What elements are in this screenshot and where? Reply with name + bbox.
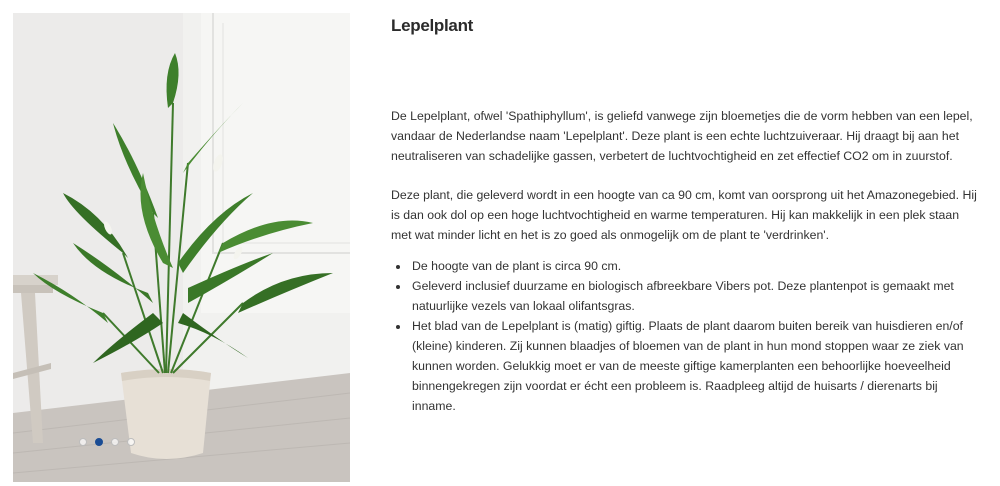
feature-list-item: • Geleverd inclusief duurzame en biologisch afbreekbare Vibers pot. Deze plantenpot is gemaakt met natuurlijke vezels van lokaal olifantsgras. <box>410 276 981 316</box>
product-image-gallery[interactable] <box>13 13 350 482</box>
product-title: Lepelplant <box>391 16 474 35</box>
gallery-pagination <box>13 438 275 450</box>
product-photo <box>13 13 350 482</box>
feature-list-item: • De hoogte van de plant is circa 90 cm. <box>410 256 981 276</box>
gallery-dot-2[interactable] <box>95 438 103 446</box>
gallery-dot-1[interactable] <box>79 438 87 446</box>
feature-list <box>391 256 981 416</box>
description-paragraph-2: Deze plant, die geleverd wordt in een hoogte van ca 90 cm, komt van oorsprong uit het Amazonegebied. Hij is dan ook dol op een hoge luchtvochtigheid en warme temperaturen. Hij kan makkelijk in een plek staan met wat minder licht en het is zo goed als onmogelijk om de plant te 'verdrinken'. <box>391 188 977 242</box>
description-paragraph-1: De Lepelplant, ofwel 'Spathiphyllum', is geliefd vanwege zijn bloemetjes die de vorm hebben van een lepel, vandaar de Nederlandse naam 'Lepelplant'. Deze plant is een echte luchtzuiveraar. Hij draagt bij aan het neutraliseren van schadelijke gassen, verbetert de luchtvochtigheid en zet effectief CO2 om in zuurstof. <box>391 109 973 163</box>
gallery-dot-3[interactable] <box>111 438 119 446</box>
product-description <box>391 14 981 416</box>
gallery-dot-4[interactable] <box>127 438 135 446</box>
feature-list-item: • Het blad van de Lepelplant is (matig) giftig. Plaats de plant daarom buiten bereik van huisdieren en/of (kleine) kinderen. Zij kunnen blaadjes of bloemen van de plant in hun mond stoppen waar ze ziek van kunnen worden. Gelukkig moet er van de meeste giftige kamerplanten een behoorlijke hoeveelheid binnengekregen zijn voordat er écht een probleem is. Raadpleeg altijd de huisarts / dierenarts bij inname. <box>410 316 981 416</box>
